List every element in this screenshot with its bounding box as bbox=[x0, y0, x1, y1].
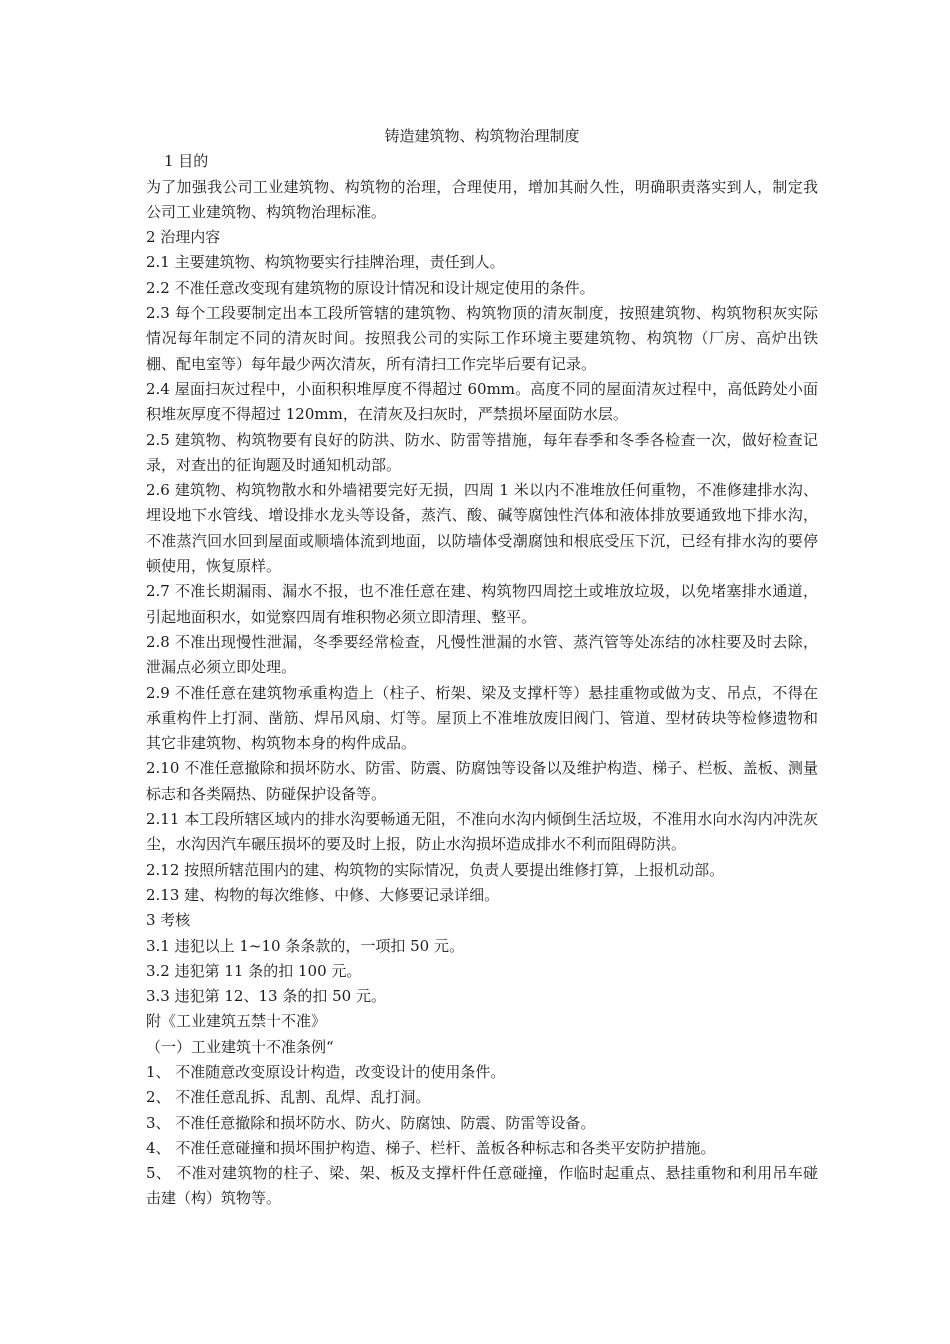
rule-item-3: 3、 不准任意撤除和损坏防水、防火、防腐蚀、防震、防雷等设备。 bbox=[146, 1113, 596, 1132]
paragraph-2-1: 2.1 主要建筑物、构筑物要实行挂牌治理，责任到人。 bbox=[146, 253, 505, 272]
section-heading-purpose: 1 目的 bbox=[164, 152, 209, 171]
paragraph-3-3: 3.3 违犯第 12、13 条的扣 50 元。 bbox=[146, 987, 386, 1006]
paragraph-purpose: 为了加强我公司工业建筑物、构筑物的治理，合理使用，增加其耐久性，明确职责落实到人，制定我公司工业建筑物、构筑物治理标准。 bbox=[146, 177, 818, 221]
paragraph-2-5: 2.5 建筑物、构筑物要有良好的防洪、防水、防雷等措施，每年春季和冬季各检查一次，做好检查记录，对查出的征询题及时通知机动部。 bbox=[146, 430, 818, 474]
paragraph-2-3: 2.3 每个工段要制定出本工段所管辖的建筑物、构筑物顶的清灰制度，按照建筑物、构筑物积灰实际情况每年制定不同的清灰时间。按照我公司的实际工作环境主要建筑物、构筑物（厂房、高炉出铁棚、配电室等）每年最少两次清灰，所有清扫工作完毕后要有记录。 bbox=[146, 304, 818, 373]
paragraph-2-11: 2.11 本工段所辖区域内的排水沟要畅通无阻，不准向水沟内倾倒生活垃圾，不准用水向水沟内冲洗灰尘，水沟因汽车碾压损坏的要及时上报，防止水沟损坏造成排水不利而阻碍防洪。 bbox=[146, 810, 818, 854]
paragraph-2-13: 2.13 建、构物的每次维修、中修、大修要记录详细。 bbox=[146, 885, 500, 904]
paragraph-2-4: 2.4 屋面扫灰过程中，小面积积堆厚度不得超过 60mm。高度不同的屋面清灰过程中，高低跨处小面积堆灰厚度不得超过 120mm，在清灰及扫灰时，严禁损坏屋面防水层。 bbox=[146, 379, 818, 424]
paragraph-2-6: 2.6 建筑物、构筑物散水和外墙裙要完好无损，四周 1 米以内不准堆放任何重物，不准修建排水沟、埋设地下水管线、增设排水龙头等设备，蒸汽、酸、碱等腐蚀性汽体和液体排放要通致地下排水沟，不准蒸汽回水回到屋面或顺墙体流到地面，以防墙体受潮腐蚀和根底受压下沉，已经有排水沟的要停顿使用，恢复原样。 bbox=[146, 481, 818, 576]
rule-item-4: 4、 不准任意碰撞和损坏围护构造、梯子、栏杆、盖板各种标志和各类平安防护措施。 bbox=[146, 1138, 716, 1157]
appendix-heading: 附《工业建筑五禁十不准》 bbox=[146, 1012, 327, 1031]
paragraph-2-2: 2.2 不准任意改变现有建筑物的原设计情况和设计规定使用的条件。 bbox=[146, 278, 595, 297]
appendix-subheading: （一）工业建筑十不准条例“ bbox=[146, 1037, 334, 1056]
paragraph-3-2: 3.2 违犯第 11 条的扣 100 元。 bbox=[146, 961, 362, 980]
paragraph-2-9: 2.9 不准任意在建筑物承重构造上（柱子、桁架、梁及支撑杆等）悬挂重物或做为支、吊点，不得在承重构件上打洞、凿筋、焊吊风扇、灯等。屋顶上不准堆放废旧阀门、管道、型材砖块等检修遗物和其它非建筑物、构筑物本身的构件成品。 bbox=[146, 683, 818, 753]
rule-item-1: 1、 不准随意改变原设计构造，改变设计的使用条件。 bbox=[146, 1062, 506, 1081]
section-heading-management: 2 治理内容 bbox=[146, 228, 221, 247]
paragraph-2-10: 2.10 不准任意撤除和损坏防水、防雷、防震、防腐蚀等设备以及维护构造、梯子、栏板、盖板、测量标志和各类隔热、防碰保护设备等。 bbox=[146, 759, 818, 803]
rule-item-5: 5、 不准对建筑物的柱子、梁、架、板及支撑杆件任意碰撞，作临时起重点、悬挂重物和利用吊车碰击建（构）筑物等。 bbox=[146, 1164, 818, 1208]
paragraph-2-7: 2.7 不准长期漏雨、漏水不报，也不准任意在建、构筑物四周挖土或堆放垃圾，以免堵塞排水通道，引起地面积水，如觉察四周有堆积物必须立即清理、整平。 bbox=[146, 582, 818, 626]
rule-item-2: 2、 不准任意乱拆、乱割、乱焊、乱打洞。 bbox=[146, 1088, 431, 1107]
paragraph-2-12: 2.12 按照所辖范围内的建、构筑物的实际情况，负责人要提出维修打算，上报机动部。 bbox=[146, 860, 725, 879]
document-title: 铸造建筑物、构筑物治理制度 bbox=[384, 127, 580, 145]
section-heading-assessment: 3 考核 bbox=[146, 911, 191, 930]
paragraph-3-1: 3.1 违犯以上 1~10 条条款的，一项扣 50 元。 bbox=[146, 936, 464, 955]
paragraph-2-8: 2.8 不准出现慢性泄漏，冬季要经常检查，凡慢性泄漏的水管、蒸汽管等处冻结的冰柱要及时去除，泄漏点必须立即处理。 bbox=[146, 632, 818, 677]
document-body bbox=[146, 124, 818, 1212]
